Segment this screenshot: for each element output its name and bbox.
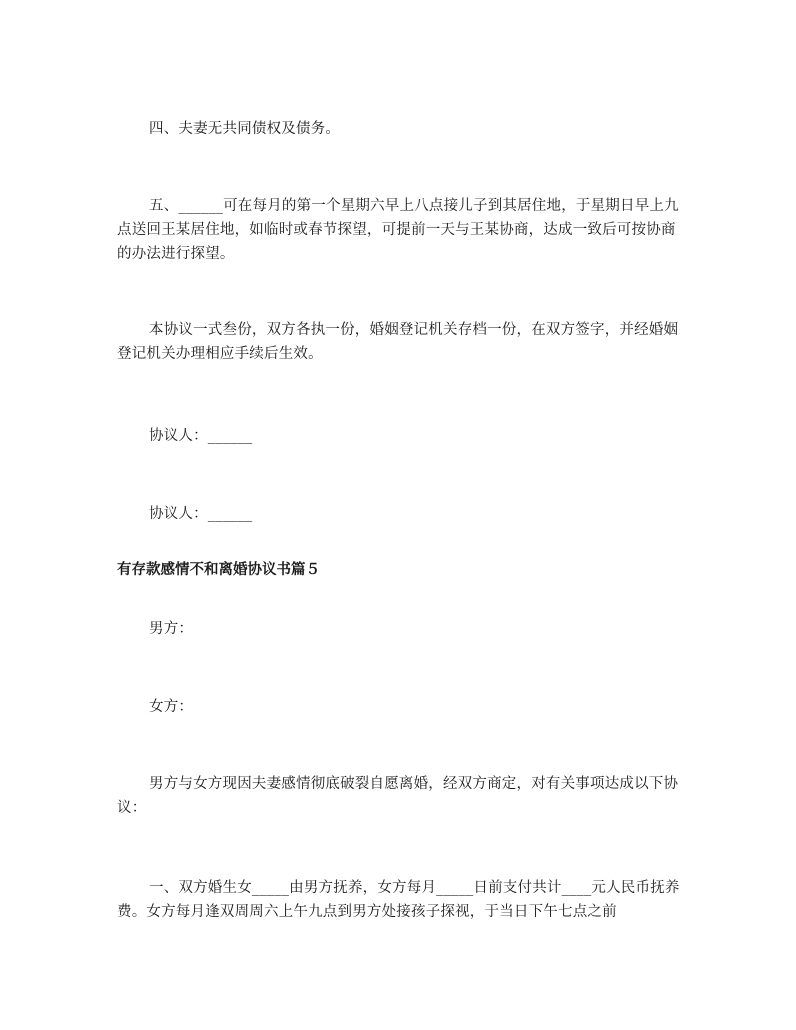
- agreement-copies-clause: 本协议一式叁份，双方各执一份，婚姻登记机关存档一份，在双方签字，并经婚姻登记机关办理相应手续后生效。: [117, 322, 679, 362]
- husband-field: 男方：: [149, 621, 194, 637]
- section-heading: 有存款感情不和离婚协议书篇５: [117, 562, 320, 578]
- clause-four: 四、夫妻无共同债权及债务。: [149, 121, 341, 137]
- clause-five: 五、______可在每月的第一个星期六早上八点接儿子到其居住地，于星期日早上九点送回王某居住地，如临时或春节探望，可提前一天与王某协商，达成一致后可按协商的办法进行探望。: [117, 198, 679, 262]
- wife-field: 女方：: [149, 699, 194, 715]
- signatory-line-2: 协议人：______: [149, 506, 253, 522]
- signatory-line-1: 协议人：______: [149, 428, 253, 444]
- agreement-intro: 男方与女方现因夫妻感情彻底破裂自愿离婚，经双方商定，对有关事项达成以下协议：: [117, 776, 679, 816]
- clause-one: 一、双方婚生女_____由男方抚养，女方每月_____日前支付共计____元人民币抚养费。女方每月逢双周周六上午九点到男方处接孩子探视，于当日下午七点之前: [117, 880, 680, 920]
